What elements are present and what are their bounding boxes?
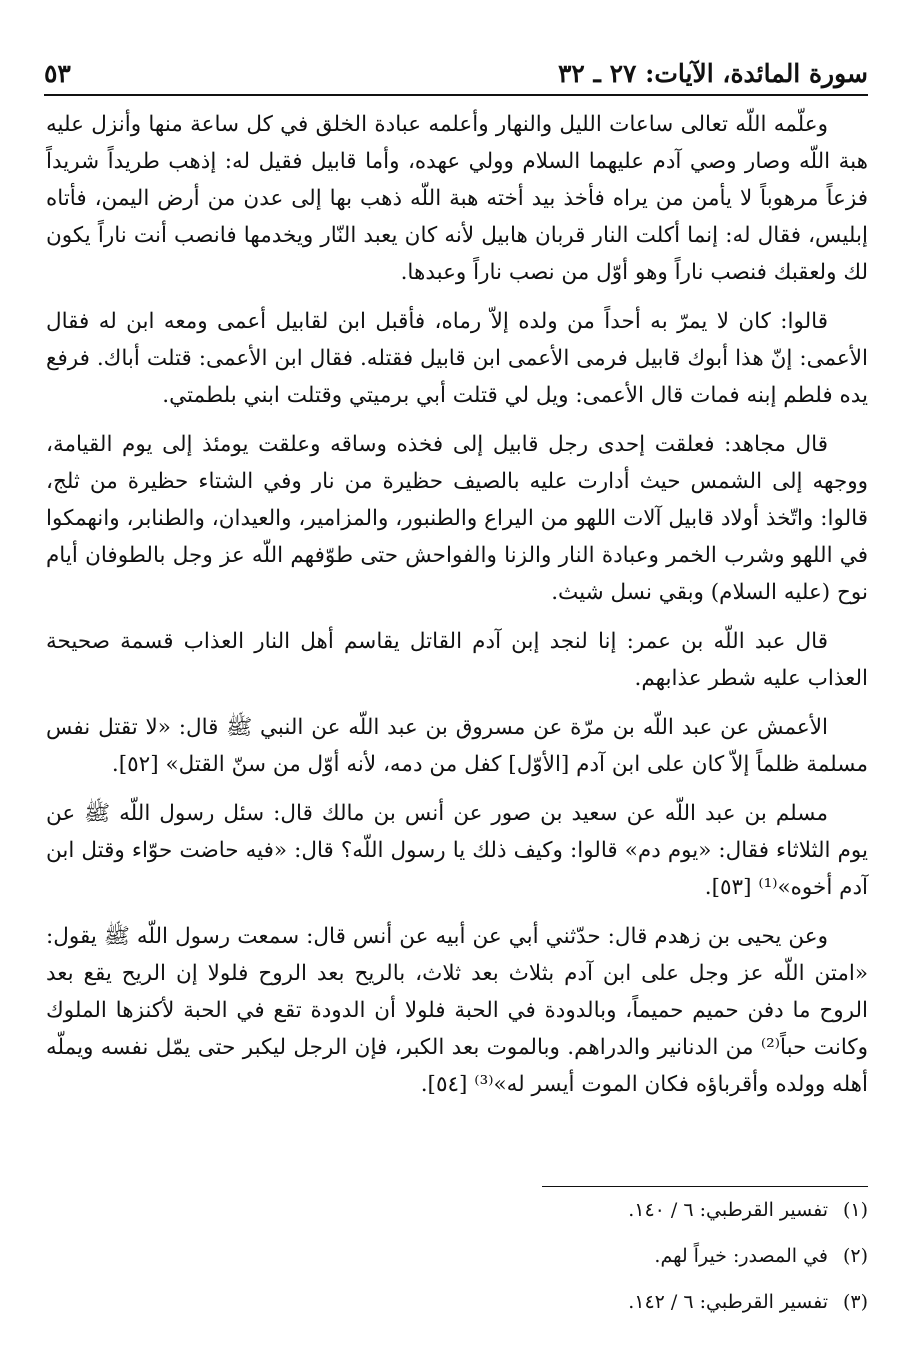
page-number: ٥٣	[44, 59, 71, 88]
footnote-number: (٣)	[842, 1291, 868, 1313]
footnote-item	[46, 1196, 868, 1224]
footnotes	[46, 1196, 868, 1334]
footnote-number: (٢)	[842, 1245, 868, 1267]
footnote-item	[46, 1242, 868, 1270]
footnote-rule	[542, 1186, 868, 1187]
header-rule	[44, 94, 868, 96]
footnote-item	[46, 1288, 868, 1316]
paragraph: مسلم بن عبد اللّه عن سعيد بن صور عن أنس بن مالك قال: سئل رسول اللّه ﷺ عن يوم الثلاثاء فقال: «يوم دم» قالوا: وكيف ذلك يا رسول اللّه؟ قال: «فيه حاضت حوّاء وقتل ابن آدم أخوه»⁽¹⁾ [٥٣].	[46, 801, 868, 900]
paragraph: وعلّمه اللّه تعالى ساعات الليل والنهار وأعلمه عبادة الخلق في كل ساعة منها وأنزل عليه هبة اللّه وصار وصي آدم عليهما السلام وولي عهده، وأما قابيل فقيل له: إذهب طريداً شريداً فزعاً مرهوباً لا يأمن من يراه فأخذ بيد أخته هبة اللّه ذهب بها إلى عدن من أرض اليمن، فأتاه إبليس، فقال له: إنما أكلت النار قربان هابيل لأنه كان يعبد النّار ويخدمها فانصب أنت ناراً يكون لك ولعقبك فنصب ناراً وهو أوّل من نصب ناراً وعبدها.	[46, 112, 868, 285]
paragraph: وعن يحيى بن زهدم قال: حدّثني أبي عن أبيه عن أنس قال: سمعت رسول اللّه ﷺ يقول: «امتن اللّه عز وجل على ابن آدم بثلاث بعد ثلاث، بالريح بعد الروح فلولا إن الريح يقع بعد الروح ما دفن حميم حميماً، وبالدودة في الحبة فلولا أن الدودة تقع في الحبة لأكنزها الملوك وكانت حباً⁽²⁾ من الدنانير والدراهم. وبالموت بعد الكبر، فإن الرجل ليكبر حتى يمّل نفسه ويملّه أهله وولده وأقرباؤه فكان الموت أيسر له»⁽³⁾ [٥٤].	[46, 924, 868, 1097]
paragraph: قال عبد اللّه بن عمر: إنا لنجد إبن آدم القاتل يقاسم أهل النار العذاب قسمة صحيحة العذاب عليه شطر عذابهم.	[46, 629, 868, 691]
paragraph: قالوا: كان لا يمرّ به أحداً من ولده إلاّ رماه، فأقبل ابن لقابيل أعمى ومعه ابن له فقال الأعمى: إنّ هذا أبوك قابيل فرمى الأعمى ابن قابيل فقتله. فقال ابن الأعمى: قتلت أباك. فرفع يده فلطم إبنه فمات قال الأعمى: ويل لي قتلت أبي برميتي وقتلت ابني بلطمتي.	[46, 309, 868, 408]
paragraph: الأعمش عن عبد اللّه بن مرّة عن مسروق بن عبد اللّه عن النبي ﷺ قال: «لا تقتل نفس مسلمة ظلماً إلاّ كان على ابن آدم [الأوّل] كفل من دمه، لأنه أوّل من سنّ القتل» [٥٢].	[46, 715, 868, 777]
running-header	[44, 48, 868, 88]
footnote-number: (١)	[842, 1199, 868, 1221]
footnote-text: في المصدر: خيراً لهم.	[654, 1245, 828, 1267]
main-text	[46, 106, 868, 1115]
header-title: سورة المائدة، الآيات: ٢٧ ـ ٣٢	[557, 59, 868, 88]
footnote-text: تفسير القرطبي: ٦ / ١٤٠.	[628, 1199, 828, 1221]
paragraph: قال مجاهد: فعلقت إحدى رجل قابيل إلى فخذه وساقه وعلقت يومئذ إلى يوم القيامة، ووجهه إلى الشمس حيث أدارت عليه بالصيف حظيرة من نار وفي الشتاء حظيرة من ثلج، قالوا: واتّخذ أولاد قابيل آلات اللهو من اليراع والطنبور، والمزامير، والعيدان، والطنابر، وانهمكوا في اللهو وشرب الخمر وعبادة النار والزنا والفواحش حتى طوّفهم اللّه عز وجل بالطوفان أيام نوح (عليه السلام) وبقي نسل شيث.	[46, 432, 868, 605]
footnote-text: تفسير القرطبي: ٦ / ١٤٢.	[628, 1291, 828, 1313]
